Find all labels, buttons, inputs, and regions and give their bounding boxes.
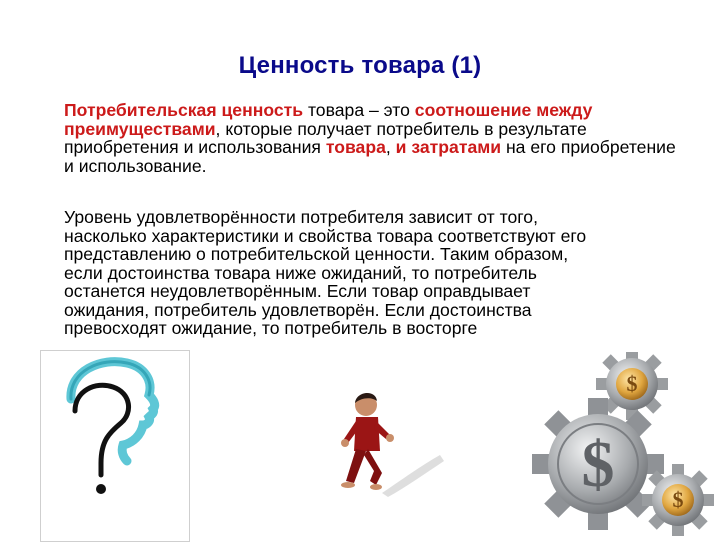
running-man-figure bbox=[330, 385, 450, 505]
term-ratio-benefits: соотношение между преимуществами bbox=[64, 100, 593, 139]
text-run: на его приобретение и использование. bbox=[64, 137, 676, 176]
paragraph-line: останется неудовлетворённым. Если товар оправдывает bbox=[64, 281, 531, 301]
text-run: товара – это bbox=[303, 100, 415, 120]
paragraph-line: ожидания, потребитель удовлетворён. Если достоинства bbox=[64, 299, 532, 320]
dollar-gears-figure bbox=[532, 352, 720, 540]
term-consumer-value: Потребительская ценность bbox=[64, 100, 304, 120]
paragraph-line: представлению о потребительской ценности. Таким образом, bbox=[64, 244, 569, 264]
dollar-gears-icon bbox=[532, 352, 720, 540]
paragraph-line: Уровень удовлетворённости потребителя зависит от того, bbox=[64, 207, 538, 227]
svg-text:$: $ bbox=[581, 428, 615, 501]
question-image-frame bbox=[40, 350, 190, 542]
term-product: товара bbox=[325, 137, 386, 157]
svg-text:$: $ bbox=[672, 487, 684, 512]
definition-paragraph bbox=[64, 101, 684, 175]
slide-title: Ценность товара (1) bbox=[238, 52, 482, 79]
paragraph-line: если достоинства товара ниже ожиданий, то потребитель bbox=[64, 262, 537, 283]
paragraph-line: насколько характеристики и свойства товара соответствуют его bbox=[64, 225, 587, 246]
paragraph-line: превосходят ожидание, то потребитель в восторге bbox=[64, 318, 478, 338]
running-man-icon bbox=[330, 385, 450, 505]
satisfaction-paragraph bbox=[64, 208, 684, 338]
text-run: , bbox=[385, 137, 396, 157]
svg-text:$: $ bbox=[626, 371, 638, 396]
question-head-icon bbox=[41, 351, 189, 541]
term-costs: и затратами bbox=[395, 137, 502, 157]
text-run: , которые получает потребитель в результате приобретения и использования bbox=[64, 118, 587, 157]
